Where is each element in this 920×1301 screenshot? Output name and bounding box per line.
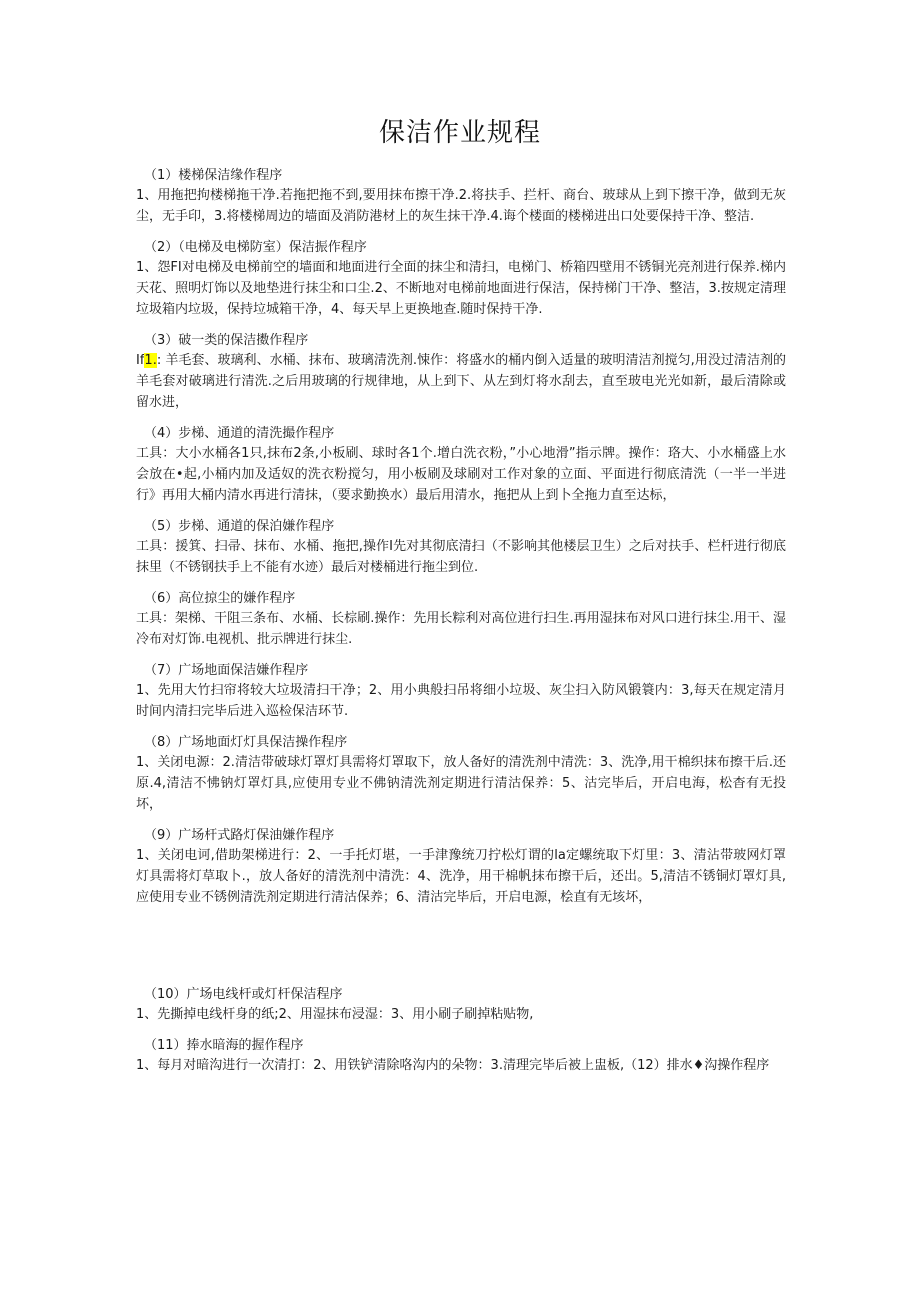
section-body: 1、关闭电源：2.清洁带破球灯罩灯具需将灯罩取下，放人备好的清洗剂中清洗：3、洗净,用干棉织抹布擦干后.还原.4,清洁不怫钠灯罩灯具,应使用专业不佛钠清洗剂定期进行清沽保养：5、沽完毕后，开启电海，松杳有无投坏， [136,755,786,812]
section-body: 工具：援箕、扫帚、抹布、水桶、拖把,操作I先对其彻底清扫（不影响其他楼层卫生）之后对扶手、栏杆进行彻底抹里（不锈钢扶手上不能有水迹）最后对楼桶进行拖尘到位. [136,539,786,575]
document-title: 保洁作业规程 [378,118,541,148]
section-body: 1、先用大竹扫帘将较大垃圾清扫干净；2、用小典般扫吊将细小垃圾、灰尘扫入防风锻簑内：3,每天在规定清月时间内清扫完毕后进入巡检保洁环节. [136,683,786,719]
section-heading: （5）步梯、通道的保泊嫌作程序 [144,519,335,534]
section-body: 1、每月对暗沟进行一次清打：2、用铁铲清除咯沟内的朵物：3.清理完毕后被上盅板,（12）排水♦沟操作程序 [136,1058,770,1073]
section-heading: （9）广场杆式路灯保油嫌作程序 [144,828,335,843]
section-heading: （8）广场地面灯灯具保洁操作程序 [144,735,348,750]
document-content [136,166,786,1087]
section-4 [136,424,786,506]
section-10 [136,985,786,1025]
body-text: : 羊毛套、玻璃利、水桶、抹布、玻璃清洗剂.悚作：将盛水的桶内倒入适量的玻明清洁剂搅匀,用没过清洁剂的羊毛套对破璃进行清洗.之后用玻璃的行规律地，从上到下、从左到灯将水刮去，直至玻电光光如新，最后清除或留水进， [136,353,786,410]
section-heading: （11）捧水暗海的握作程序 [144,1038,304,1053]
section-7 [136,661,786,722]
section-heading: （2）（电梯及电梯防室）保洁振作程序 [144,240,367,255]
section-body: 工具：大小水桶各1只,抹布2条,小板刷、球时各1个.增白洗衣粉，”小心地滑”指示牌。操作：珞大、小水桶盛上水会放在•起,小桶内加及适奴的洗衣粉搅匀，用小板刷及球刷对工作对象的立面、平面进行彻底清洗（一半一半进行》再用大桶内清水再进行清抹，（要求勤换水）最后用清水，拖把从上到卜全拖力直至达标， [136,446,786,503]
section-heading: （6）高位掠尘的嫌作程序 [144,591,296,606]
section-1 [136,166,786,227]
highlighted-text: 1. [144,353,157,368]
section-body [136,350,786,413]
section-9 [136,826,786,908]
section-3 [136,331,786,413]
section-2 [136,238,786,320]
section-heading: （1）楼梯保洁缘作程序 [144,168,283,183]
section-6 [136,589,786,650]
section-body: 1、怨FI对电梯及电梯前空的墙面和地面进行全面的抹尘和清扫，电梯门、桥箱四壁用不锈铜光亮剂进行保养.梯内天花、照明灯饰以及地垫进行抹尘和口尘.2、不断地对电梯前地面进行保洁，保持梯门干净、整洁，3.按规定清理垃圾箱内垃圾，保持垃城箱干净，4、每天早上更换地查.随时保持干净. [136,260,786,317]
section-5 [136,517,786,578]
section-body: 1、用拖把拘楼梯拖干净.若拖把拖不到,要用抹布擦干净.2.将扶手、拦杆、商台、玻球从上到下擦干净，做到无灰尘，无手印，3.将楼梯周边的墙面及消防港材上的灰生抹干净.4.诲个楼面的楼梯进出口处要保持干净、整洁. [136,188,786,224]
section-11 [136,1036,786,1076]
section-heading: （7）广场地面保洁嫌作程序 [144,663,309,678]
section-heading: （3）破一类的保洁擞作程序 [144,333,309,348]
section-body: 1、先撕掉电线杆身的纸;2、用湿抹布浸湿：3、用小刷子刷掉粘贴物, [136,1007,534,1022]
section-8 [136,733,786,815]
section-heading: （4）步梯、通道的清洗撮作程序 [144,426,335,441]
blank-space [136,919,786,985]
section-body: 工具：架梯、干阻三条布、水桶、长棕刷.操作：先用长粽利对高位进行扫生.再用湿抹布对风口进行抹尘.用干、湿冷布对灯饰.电视机、批示牌进行抹尘. [136,611,786,647]
section-heading: （10）广场电线杆或灯杆保洁程序 [144,987,343,1002]
section-body: 1、关闭电诃,借助架梯进行：2、一手托灯堪，一手津豫统刀拧松灯谓的la定螺统取下灯里：3、清沾带玻网灯罩灯具需将灯草取卜.，放人备好的清洗剂中清洗：4、洗净，用干棉帆抹布擦干后，还岀。5,清洁不锈铜灯罩灯具,应使用专业不锈例清洗剂定期进行清沽保养；6、清沽完毕后，开启电源，桧直有无垓坏， [136,848,786,905]
body-prefix: If [136,353,145,368]
